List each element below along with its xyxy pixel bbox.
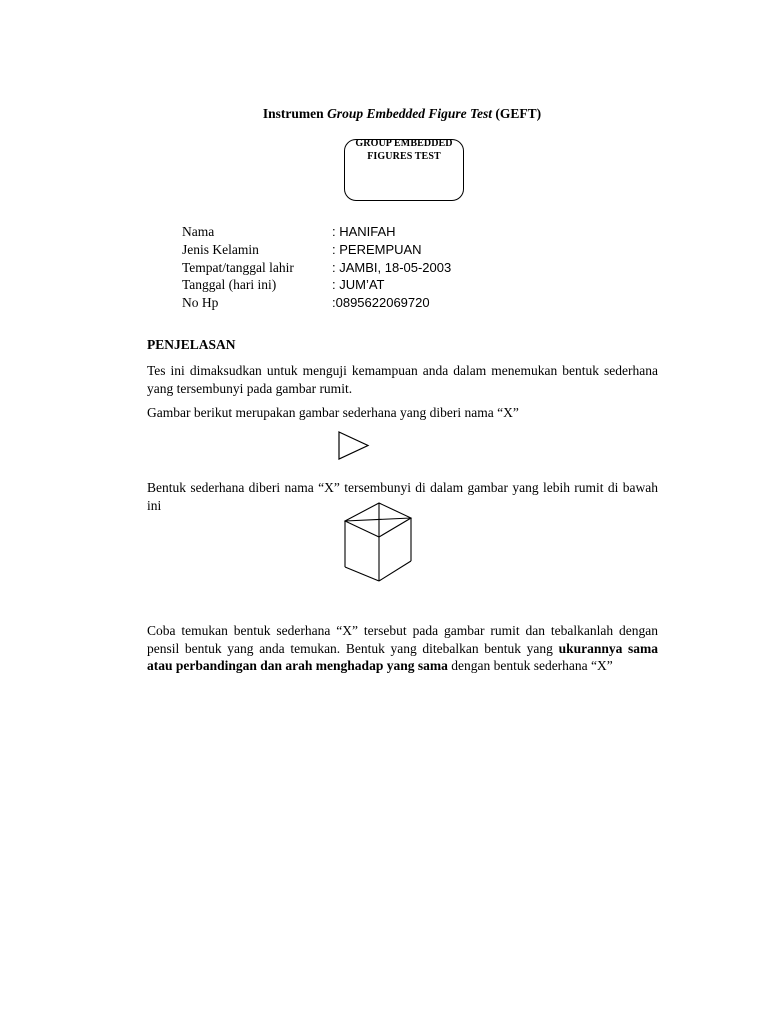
identity-label: Nama xyxy=(182,224,215,239)
identity-label: Jenis Kelamin xyxy=(182,241,259,257)
identity-label: Tempat/tanggal lahir xyxy=(182,259,294,275)
identity-value: :0895622069720 xyxy=(332,295,430,311)
paragraph-hidden-shape: Bentuk sederhana diberi nama “X” tersembunyi di dalam gambar yang lebih rumit di bawah ini xyxy=(147,480,658,513)
identity-value: : JUM’AT xyxy=(332,277,385,293)
identity-label: Tanggal (hari ini) xyxy=(182,277,277,293)
paragraph-instruction: Coba temukan bentuk sederhana “X” tersebut pada gambar rumit dan tebalkanlah dengan pensil bentuk yang anda temukan. Bentuk yang ditebalkan bentuk yang ukurannya sama atau perbandingan dan arah menghadap yang sama dengan bentuk sederhana “X” xyxy=(147,623,658,673)
geft-logo-box xyxy=(344,139,464,201)
identity-label: No Hp xyxy=(182,295,219,311)
triangle-icon xyxy=(337,430,371,462)
identity-value: : PEREMPUAN xyxy=(332,241,422,257)
paragraph-simple-shape: Gambar berikut merupakan gambar sederhana yang diberi nama “X” xyxy=(147,405,519,420)
section-heading: PENJELASAN xyxy=(147,337,236,352)
paragraph-intro: Tes ini dimaksudkan untuk menguji kemampuan anda dalam menemukan bentuk sederhana yang tersembunyi pada gambar rumit. xyxy=(147,363,658,396)
identity-value: : HANIFAH xyxy=(332,224,396,239)
geft-box-line-2: FIGURES TEST xyxy=(367,151,441,162)
geft-box-line-1: GROUP EMBEDDED xyxy=(355,138,453,149)
identity-value: : JAMBI, 18-05-2003 xyxy=(332,259,452,275)
cube-icon xyxy=(343,500,415,584)
document-title: Instrumen Group Embedded Figure Test (GEFT) xyxy=(262,106,542,121)
